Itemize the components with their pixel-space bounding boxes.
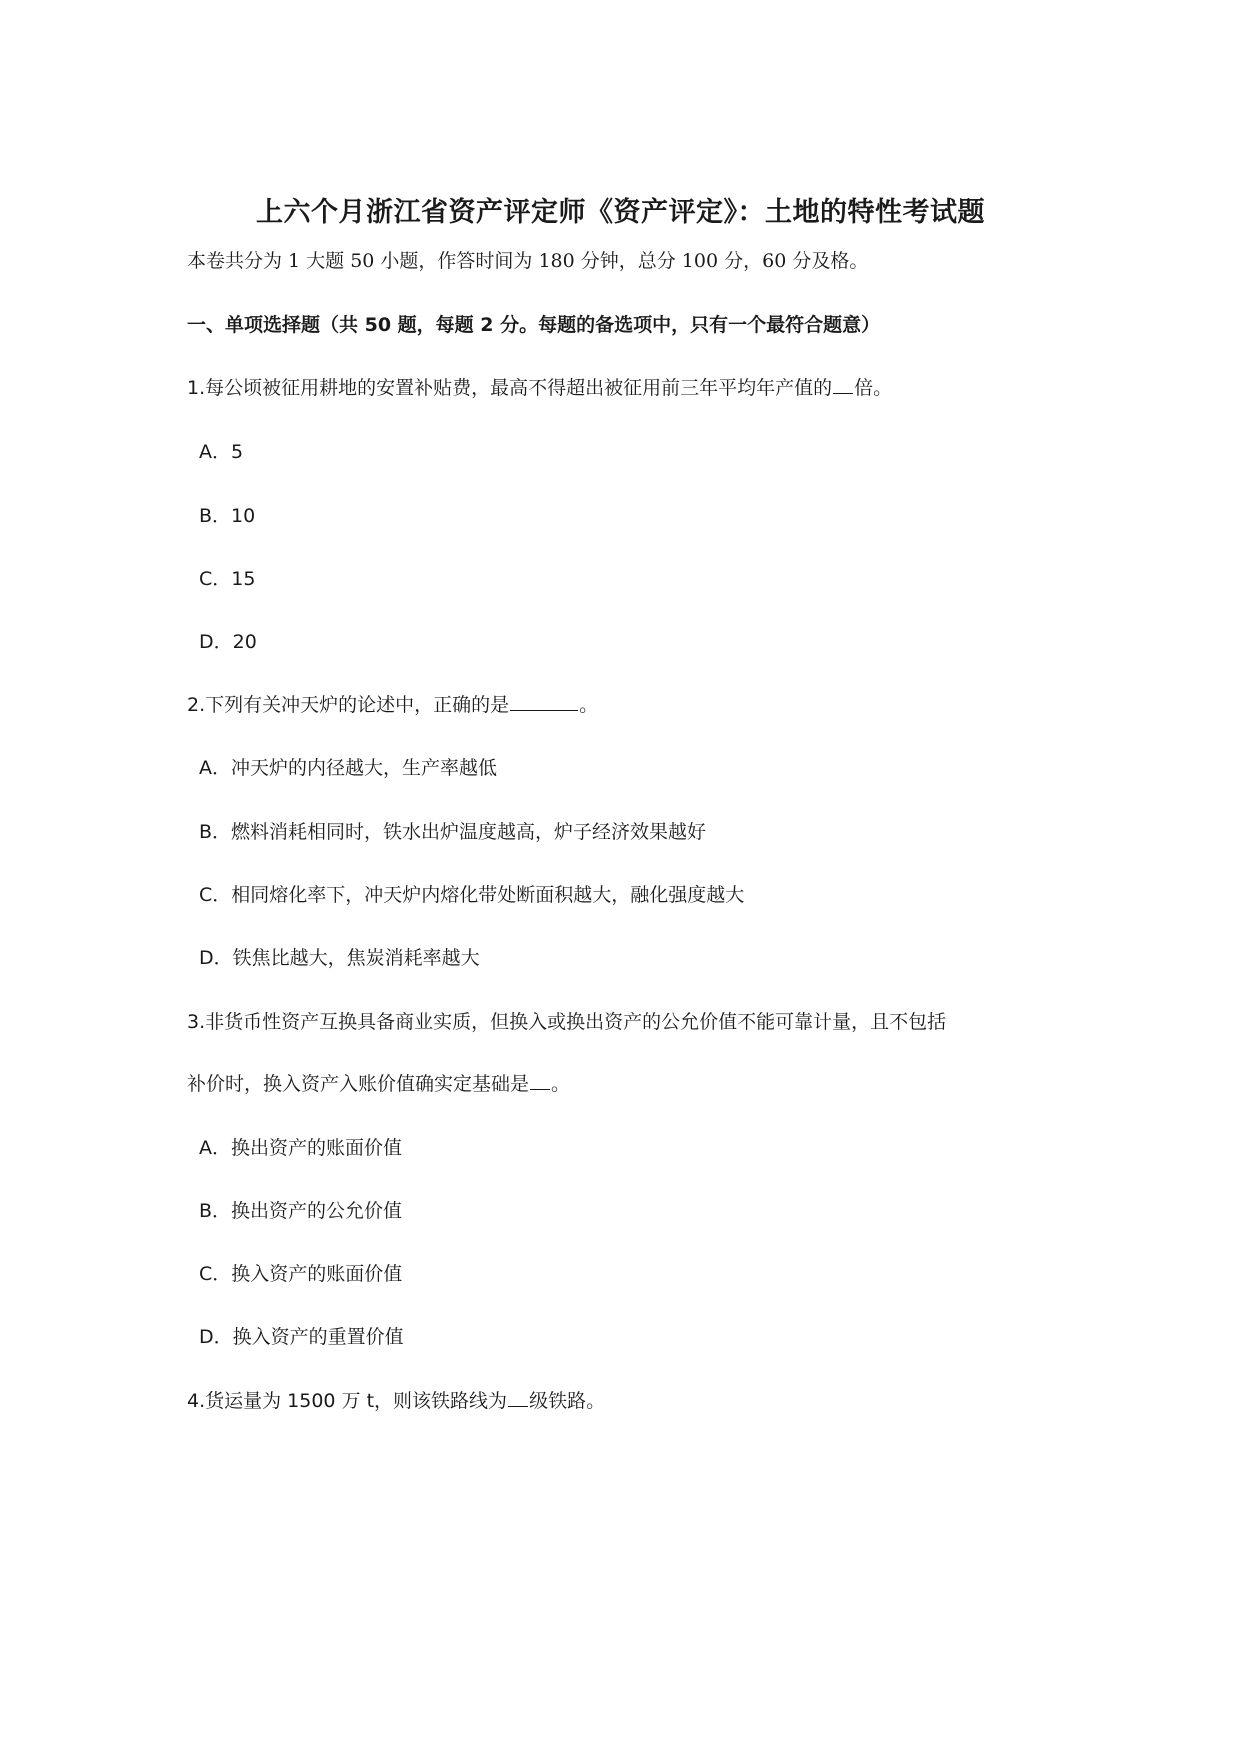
- question-1-option-a: A．5: [199, 441, 244, 463]
- question-3-option-d: D．换入资产的重置价值: [199, 1326, 404, 1348]
- question-3-option-c: C．换入资产的账面价值: [199, 1263, 403, 1285]
- question-2-stem-end: 。: [579, 694, 599, 716]
- answer-blank: [508, 1389, 528, 1407]
- question-2-option-c: C．相同熔化率下，冲天炉内熔化带处断面积越大，融化强度越大: [199, 884, 745, 906]
- document-title: 上六个月浙江省资产评定师《资产评定》：土地的特性考试题: [256, 197, 985, 228]
- question-3-option-a: A．换出资产的账面价值: [199, 1137, 402, 1159]
- question-2-stem: [187, 690, 598, 717]
- question-3-stem-end: 。: [551, 1073, 571, 1095]
- question-3-stem-line1: 3.非货币性资产互换具备商业实质，但换入或换出资产的公允价值不能可靠计量，且不包括: [187, 1011, 947, 1033]
- question-3-stem-line2: [187, 1069, 570, 1096]
- question-2-option-b: B．燃料消耗相同时，铁水出炉温度越高，炉子经济效果越好: [199, 821, 707, 843]
- question-2-option-d: D．铁焦比越大，焦炭消耗率越大: [199, 947, 480, 969]
- answer-blank: [833, 376, 853, 394]
- answer-blank: [510, 693, 578, 711]
- answer-blank: [530, 1072, 550, 1090]
- question-4-stem: [187, 1386, 605, 1413]
- exam-intro: 本卷共分为 1 大题 50 小题，作答时间为 180 分钟，总分 100 分，60 分及格。: [187, 250, 869, 272]
- question-1-stem-text: 1.每公顷被征用耕地的安置补贴费，最高不得超出被征用前三年平均年产值的: [187, 377, 833, 399]
- question-3-stem-text: 补价时，换入资产入账价值确实定基础是: [187, 1073, 530, 1095]
- section-heading: 一、单项选择题（共 50 题，每题 2 分。每题的备选项中，只有一个最符合题意）: [187, 314, 881, 336]
- question-1-option-d: D．20: [199, 631, 257, 653]
- question-1-stem-end: 倍。: [854, 377, 893, 399]
- question-3-option-b: B．换出资产的公允价值: [199, 1200, 403, 1222]
- question-2-stem-text: 2.下列有关冲天炉的论述中，正确的是: [187, 694, 510, 716]
- question-4-stem-text: 4.货运量为 1500 万 t，则该铁路线为: [187, 1390, 508, 1412]
- question-1-stem: [187, 373, 892, 400]
- question-2-option-a: A．冲天炉的内径越大，生产率越低: [199, 757, 497, 779]
- question-1-option-b: B．10: [199, 505, 256, 527]
- question-1-option-c: C．15: [199, 568, 256, 590]
- question-4-stem-end: 级铁路。: [529, 1390, 606, 1412]
